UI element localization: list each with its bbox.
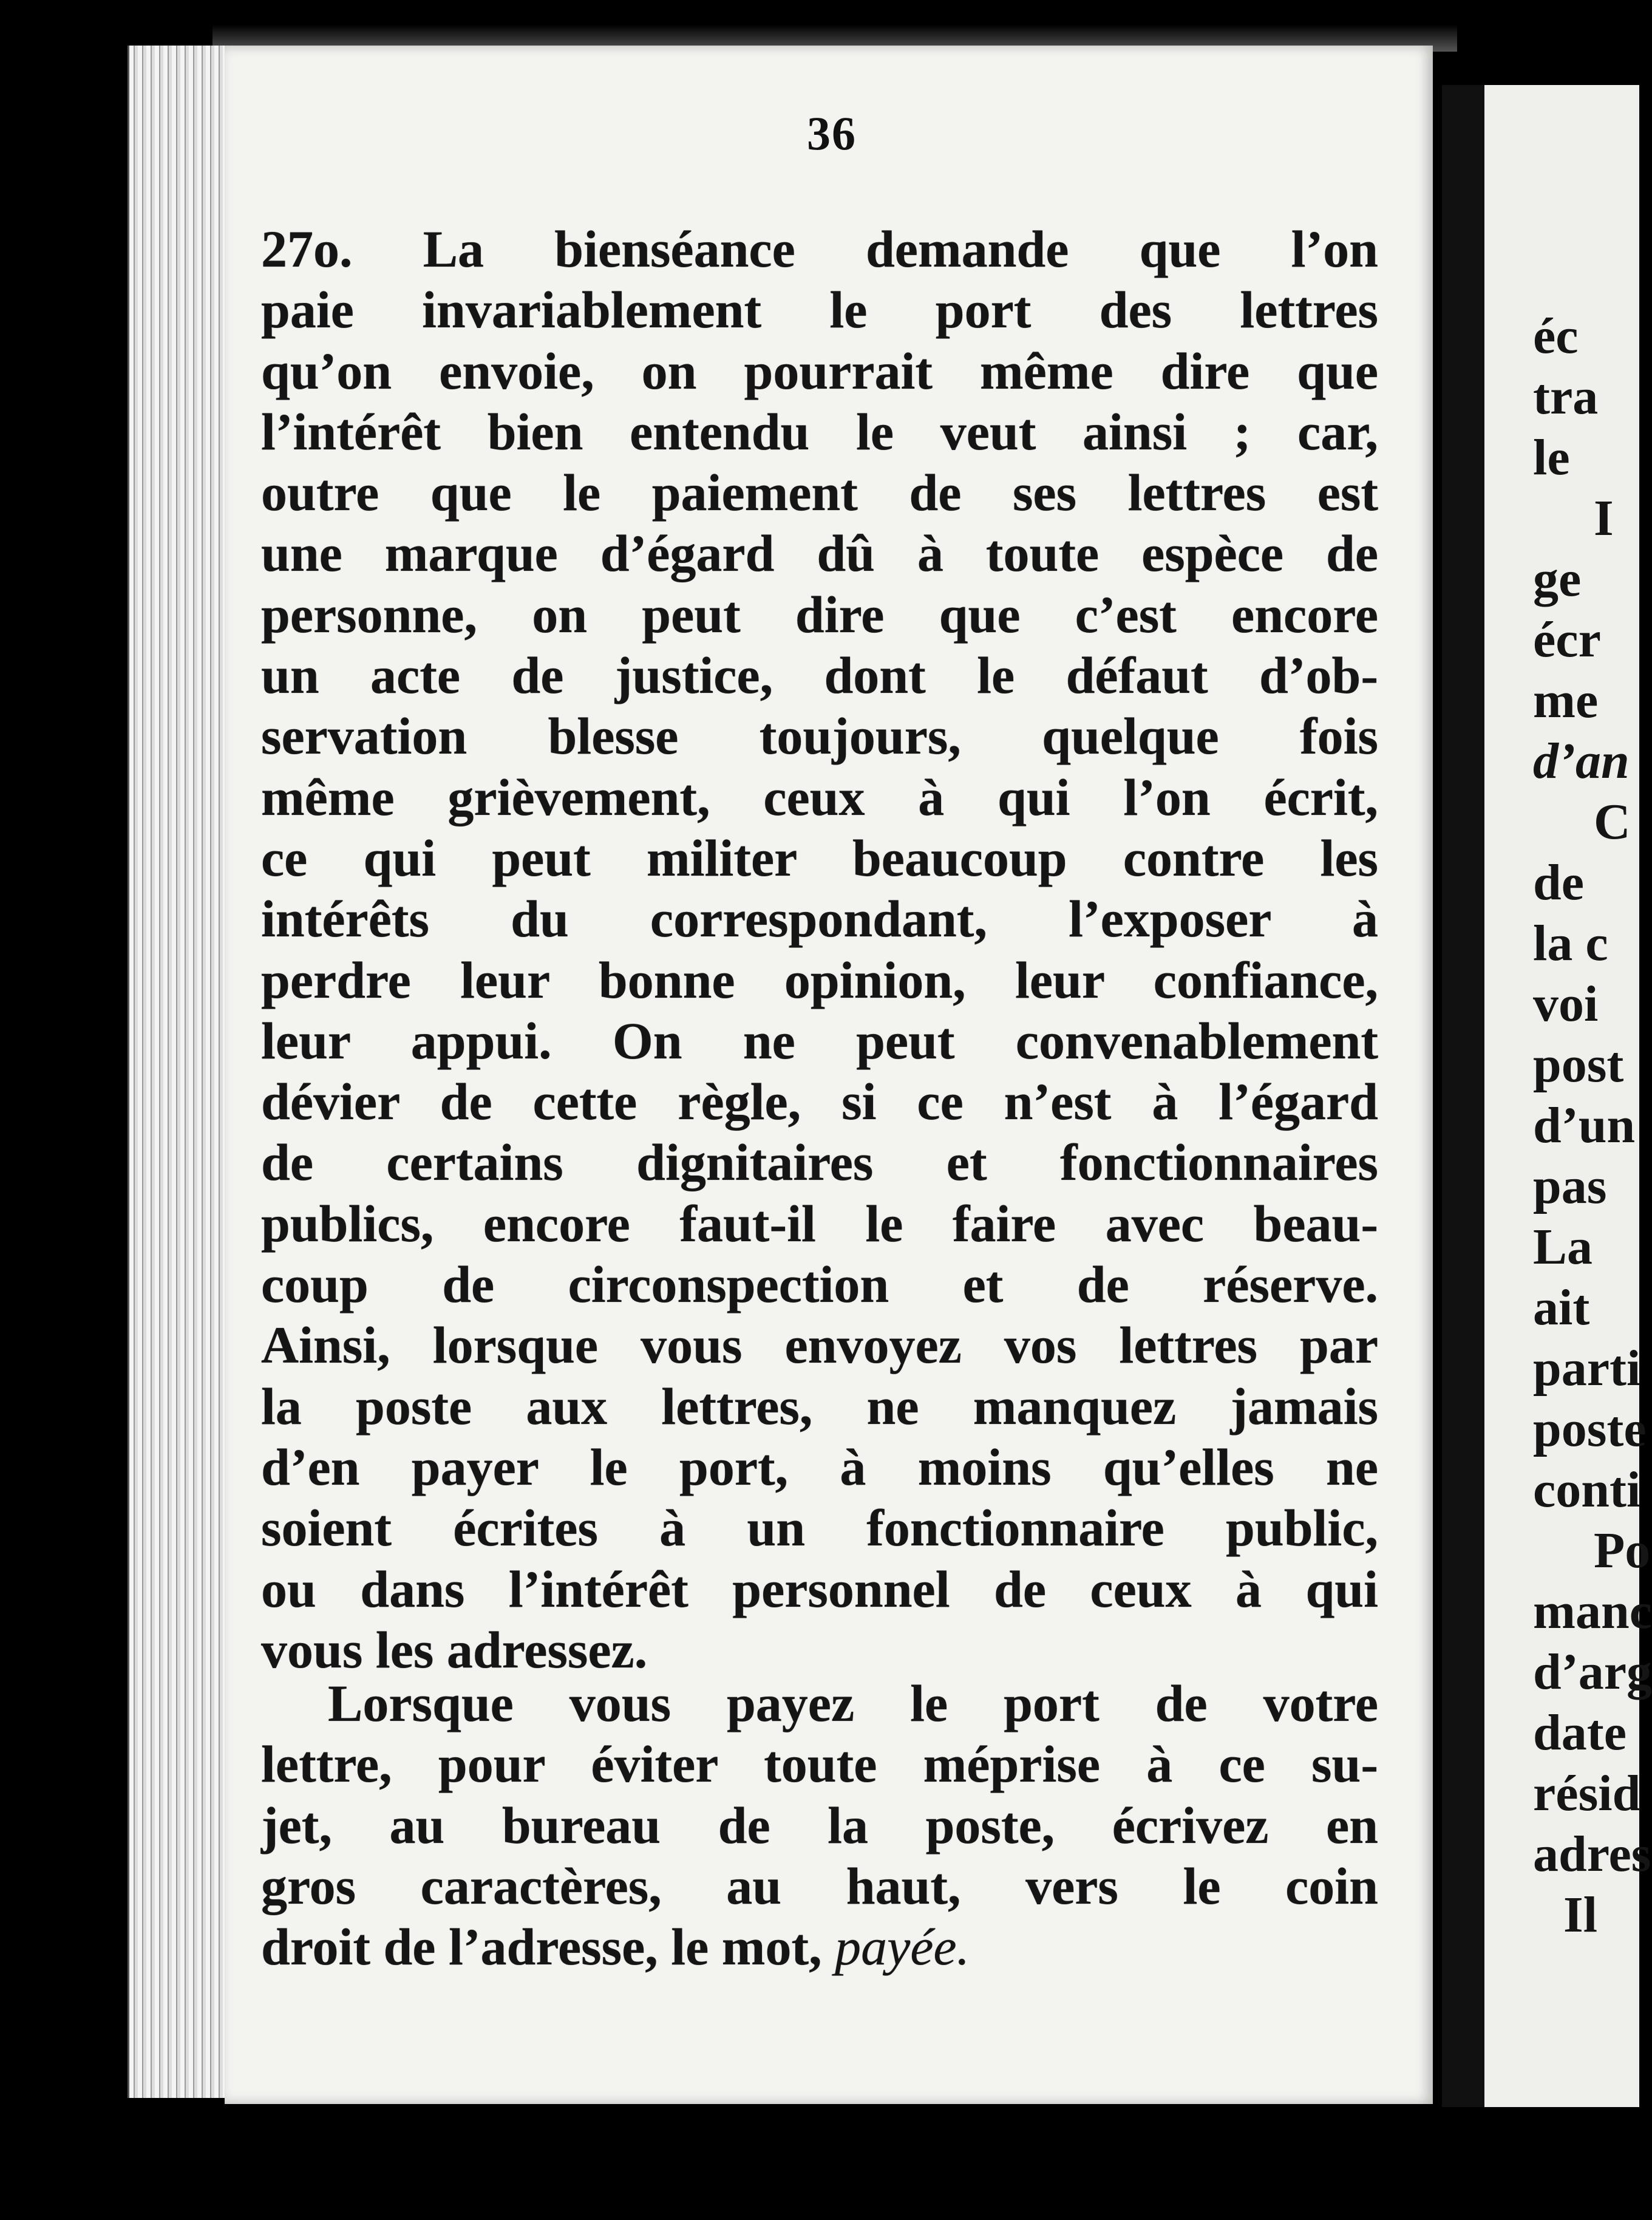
text-line: lettre, pour éviter toute méprise à ce su- bbox=[261, 1735, 1378, 1794]
text-line: perdre leur bonne opinion, leur confiance, bbox=[261, 950, 1378, 1009]
facing-page-fragment: écr bbox=[1533, 611, 1601, 668]
text-line: droit de l’adresse, le mot, payée. bbox=[261, 1918, 970, 1977]
facing-page-fragment: C bbox=[1594, 794, 1631, 850]
facing-page bbox=[1484, 85, 1652, 2107]
facing-page-fragment: manc bbox=[1533, 1583, 1652, 1639]
facing-page-fragment: le bbox=[1533, 429, 1570, 486]
text-line: jet, au bureau de la poste, écrivez en bbox=[261, 1796, 1378, 1854]
facing-page-fragment: I bbox=[1594, 490, 1614, 546]
paragraph-1 bbox=[261, 219, 1378, 1680]
facing-page-fragment: d’un bbox=[1533, 1097, 1636, 1154]
text-line: d’en payer le port, à moins qu’elles ne bbox=[261, 1437, 1378, 1496]
text-line: vous les adressez. bbox=[261, 1620, 648, 1679]
text-line: ce qui peut militer beaucoup contre les bbox=[261, 828, 1378, 887]
text-line: même grièvement, ceux à qui l’on écrit, bbox=[261, 768, 1378, 826]
facing-page-fragment: adres bbox=[1533, 1826, 1651, 1882]
facing-page-fragment: éc bbox=[1533, 308, 1579, 364]
facing-page-fragment: pas bbox=[1533, 1158, 1607, 1214]
facing-page-fragment: de bbox=[1533, 854, 1584, 911]
page-edges bbox=[127, 46, 233, 2098]
book-gutter bbox=[1442, 85, 1484, 2107]
text-line: coup de circonspection et de réserve. bbox=[261, 1255, 1378, 1314]
text-line: 27o. La bienséance demande que l’on bbox=[261, 220, 1378, 278]
text-line: paie invariablement le port des lettres bbox=[261, 281, 1378, 339]
facing-page-fragment: d’an bbox=[1533, 733, 1630, 789]
facing-page-fragment: me bbox=[1533, 672, 1599, 729]
facing-page-fragment: parti bbox=[1533, 1340, 1641, 1397]
text-line: gros caractères, au haut, vers le coin bbox=[261, 1856, 1378, 1915]
facing-page-fragment: conti bbox=[1533, 1462, 1641, 1518]
facing-page-fragment: date bbox=[1533, 1704, 1627, 1761]
facing-page-fragment: ge bbox=[1533, 551, 1582, 607]
text-line: personne, on peut dire que c’est encore bbox=[261, 585, 1378, 644]
text-line: soient écrites à un fonctionnaire public, bbox=[261, 1499, 1378, 1558]
facing-page-fragment: voi bbox=[1533, 976, 1599, 1032]
text-line: ou dans l’intérêt personnel de ceux à qui bbox=[261, 1559, 1378, 1618]
text-line: la poste aux lettres, ne manquez jamais bbox=[261, 1377, 1378, 1435]
text-line: l’intérêt bien entendu le veut ainsi ; car, bbox=[261, 402, 1378, 461]
text-line: Ainsi, lorsque vous envoyez vos lettres par bbox=[261, 1316, 1378, 1375]
facing-page-fragment: résid bbox=[1533, 1765, 1641, 1822]
paragraph-2 bbox=[261, 1673, 1378, 1977]
text-line: une marque d’égard dû à toute espèce de bbox=[261, 524, 1378, 583]
facing-page-fragment: tra bbox=[1533, 369, 1599, 425]
facing-page-fragment: ait bbox=[1533, 1279, 1590, 1336]
facing-page-fragment: Po bbox=[1594, 1522, 1651, 1579]
text-line: dévier de cette règle, si ce n’est à l’égard bbox=[261, 1072, 1378, 1131]
text-line: Lorsque vous payez le port de votre bbox=[328, 1674, 1378, 1732]
text-line: de certains dignitaires et fonctionnaires bbox=[261, 1133, 1378, 1192]
text-line: servation blesse toujours, quelque fois bbox=[261, 707, 1378, 766]
facing-page-fragment: poste bbox=[1533, 1401, 1647, 1457]
facing-page-fragment: post bbox=[1533, 1037, 1624, 1093]
text-line: intérêts du correspondant, l’exposer à bbox=[261, 890, 1378, 948]
text-line: leur appui. On ne peut convenablement bbox=[261, 1011, 1378, 1070]
text-line: outre que le paiement de ses lettres est bbox=[261, 463, 1378, 522]
facing-page-fragment: la c bbox=[1533, 915, 1608, 972]
facing-page-fragment: La bbox=[1533, 1219, 1593, 1275]
italic-word: payée. bbox=[835, 1918, 970, 1977]
scan-border bbox=[0, 2162, 1639, 2220]
facing-page-fragment: d’arg bbox=[1533, 1644, 1652, 1700]
text-line: qu’on envoie, on pourrait même dire que bbox=[261, 341, 1378, 400]
text-line: un acte de justice, dont le défaut d’ob- bbox=[261, 646, 1378, 705]
text-line: publics, encore faut-il le faire avec beau- bbox=[261, 1194, 1378, 1253]
page-number: 36 bbox=[807, 107, 857, 160]
facing-page-fragment: Il bbox=[1563, 1887, 1598, 1943]
